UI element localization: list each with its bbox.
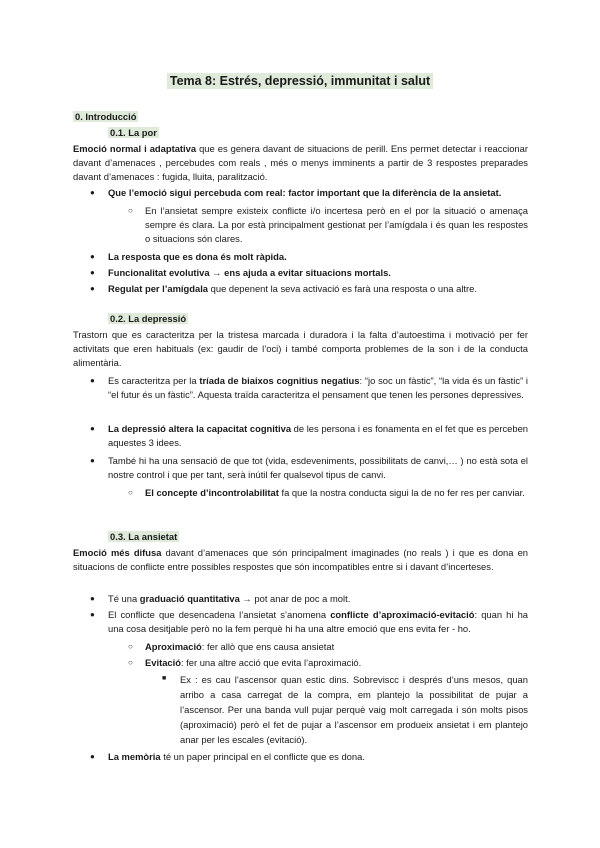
bullet-marker: ● [90,188,95,197]
list-item: La resposta que es dona és molt ràpida. [108,251,287,262]
bullet-marker: ● [90,284,95,293]
paragraph-la-depressio: Trastorn que es caracteritza per la tristesa marcada i duradora i la falta d’autoestima i motivació per fer activitats que eren habituals (ex: gaudir de l’oci) i també comporta problemes de la son i de la conducta alimentària. [73,329,528,368]
bullet-marker: ■ [162,675,167,682]
bullet-marker: ● [90,610,95,619]
subsection-heading-la-ansietat: 0.3. La ansietat [110,531,178,542]
bullet-marker: ● [90,456,95,465]
list-item: La memòria té un paper principal en el conflicte que es dona. [108,751,365,762]
bullet-marker: ● [90,594,95,603]
list-item: Es caracteritza per la tríada de biaixos cognitius negatius: “jo soc un fàstic”, “la vida és un fàstic” i “el futur és un fàstic”. Aquesta traïda caracteritza el pensament que tenen les persones depressives. [108,375,528,400]
list-item: Regulat per l’amígdala que depenent la seva activació es farà una resposta o una altre. [108,283,477,294]
bullet-marker: ● [90,376,95,385]
list-item: Que l’emoció sigui percebuda com real: factor important que la diferència de la ansietat. [108,187,502,198]
subsection-heading-la-depressio: 0.2. La depressió [110,313,187,324]
bullet-marker: ● [90,252,95,261]
list-item: Ex : es cau l’ascensor quan estic dins. Sobreviscc i després d’uns mesos, quan arribo a casa carregat de la compra, em plantejo la possibilitat de pujar a l’ascensor. Per una banda vull pujar perquè vaig molt carregada i són molts pisos (aproximació) però el fet de pujar a l’ascensor em produeix ansietat i em plantejo anar per les escales (evitació). [180,674,528,745]
subsection-heading-la-por: 0.1. La por [110,127,157,138]
list-item: Evitació: fer una altre acció que evita l’aproximació. [145,657,362,668]
list-item: Funcionalitat evolutiva → ens ajuda a evitar situacions mortals. [108,267,391,278]
bullet-marker: ○ [128,206,133,215]
page-title: Tema 8: Estrés, depressió, immunitat i salut [0,72,600,90]
list-item: Aproximació: fer allò que ens causa ansietat [145,641,335,652]
list-item: Té una graduació quantitativa → pot anar de poc a molt. [108,593,351,604]
bullet-marker: ○ [128,658,133,667]
bullet-marker: ● [90,752,95,761]
list-item: També hi ha una sensació de que tot (vida, esdeveniments, possibilitats de canvi,… ) no està sota el nostre control i que per tant, serà inútil fer qualsevol tipus de canvi. [108,455,528,480]
bullet-marker: ○ [128,642,133,651]
list-item: La depressió altera la capacitat cognitiva de les persona i es fonamenta en el fet que es perceben aquestes 3 idees. [108,423,528,448]
bullet-marker: ● [90,268,95,277]
list-item: El conflicte que desencadena l’ansietat s’anomena conflicte d’aproximació-evitació: quan hi ha una cosa desitjable però no la fem perquè hi ha una altre emoció que ens evita fer - ho. [108,609,529,634]
section-heading-introduccio: 0. Introducció [75,111,137,122]
bullet-marker: ● [90,424,95,433]
paragraph-la-por: Emoció normal i adaptativa que es genera davant de situacions de perill. Ens permet detectar i reaccionar davant d’amenaces , percebudes com reals , més o menys imminents a partir de 3 respostes preparades davant d’amenaces : fugida, lluita, paralització. [73,143,528,182]
list-item: En l’ansietat sempre existeix conflicte i/o incertesa però en el por la situació o amenaça sempre és clara. La por està principalment gestionat per l’amígdala i és quan les respostes o situacions són clares. [145,205,528,244]
list-item: El concepte d’incontrolabilitat fa que la nostra conducta sigui la de no fer res per canviar. [145,487,525,498]
paragraph-la-ansietat: Emoció més difusa davant d’amenaces que són principalment imaginades (no reals ) i que es dona en situacions de conflicte entre possibles respostes que són incompatibles entre si i davant d’incerteses. [73,547,528,572]
bullet-marker: ○ [128,488,133,497]
